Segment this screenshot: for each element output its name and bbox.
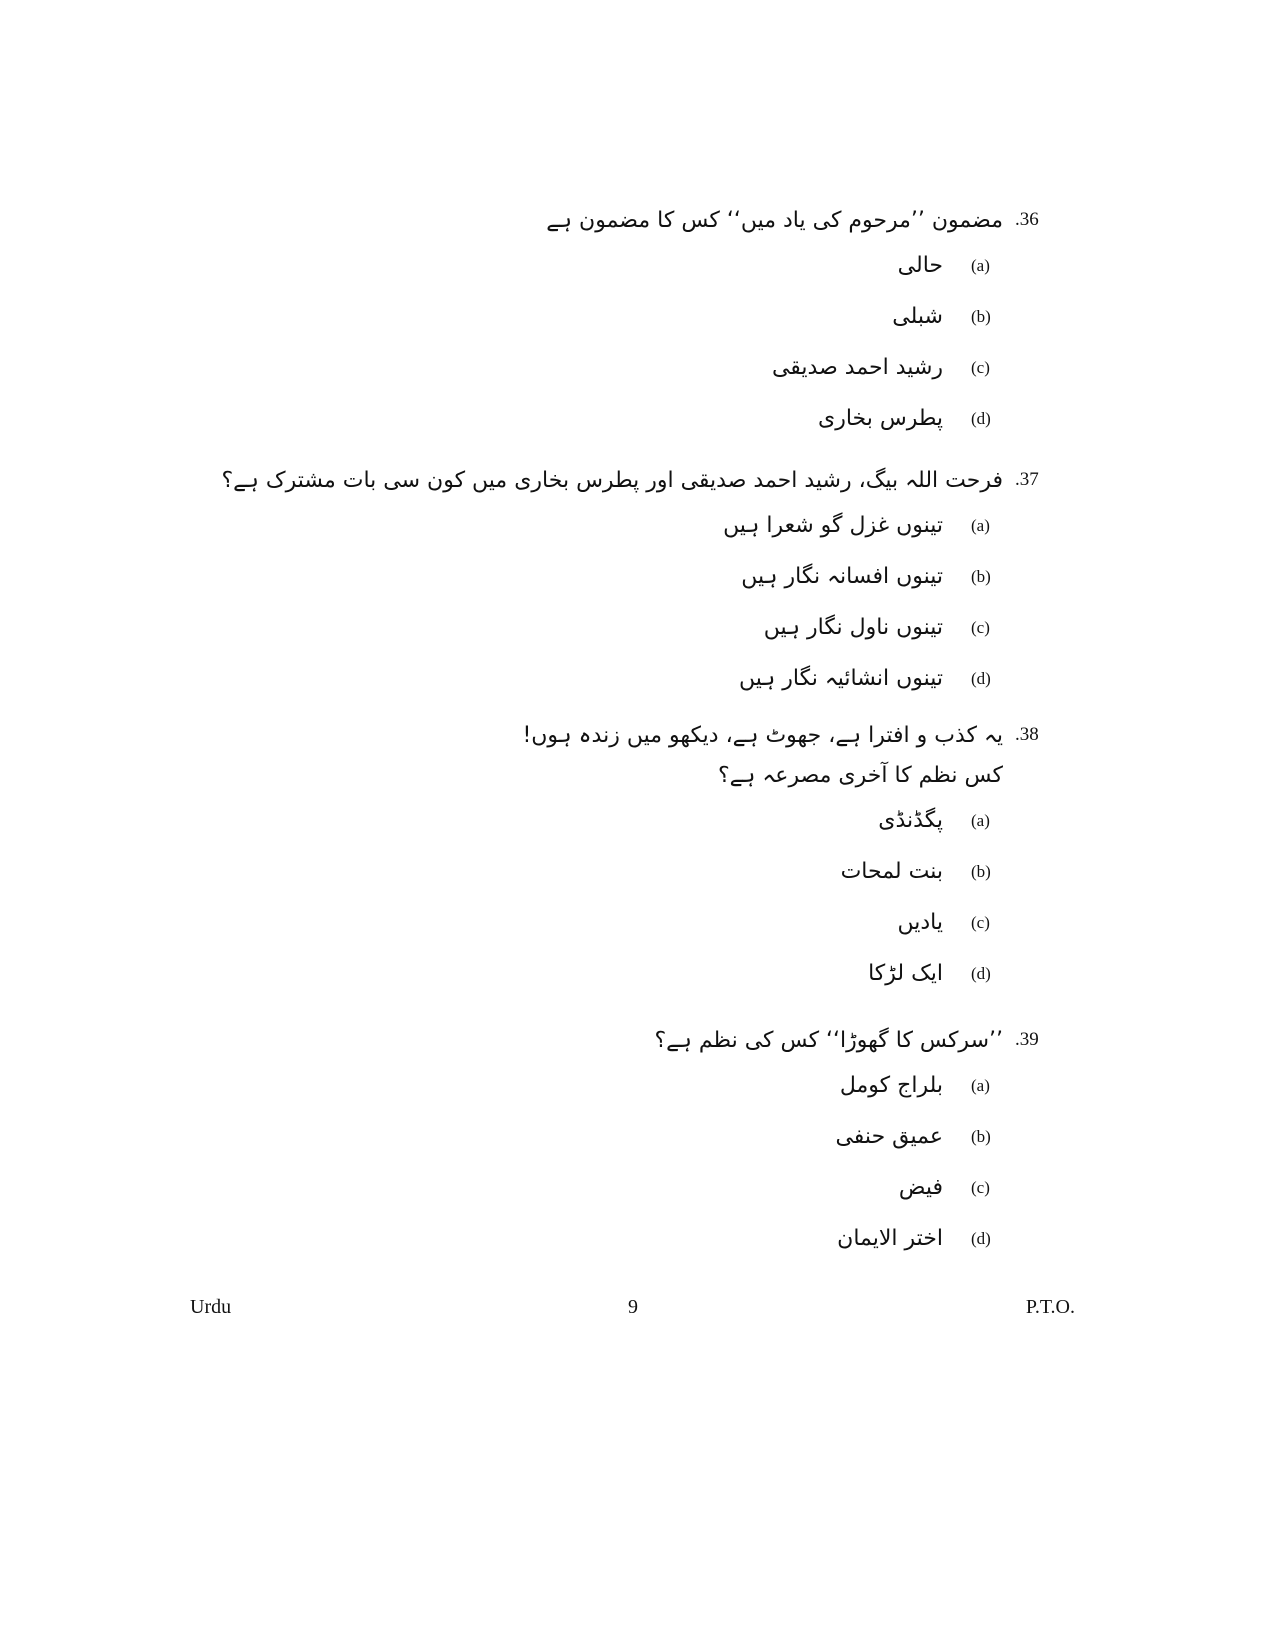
question-number: .38 [1015, 724, 1039, 745]
option-text: یادیں [897, 910, 943, 935]
option-text: پطرس بخاری [817, 406, 943, 431]
option-b [175, 551, 1075, 602]
footer-subject: Urdu [190, 1296, 232, 1318]
question-number: .36 [1015, 209, 1039, 230]
option-text: بلراج کومل [839, 1073, 943, 1098]
question-stem [175, 1020, 1075, 1060]
option-text: تینوں انشائیہ نگار ہیں [739, 666, 943, 691]
option-text: تینوں افسانہ نگار ہیں [741, 564, 943, 589]
option-text: عمیق حنفی [835, 1124, 943, 1149]
option-label: (c) [971, 1177, 990, 1197]
option-text: ایک لڑکا [868, 961, 943, 986]
option-b [175, 291, 1075, 342]
option-d [175, 1213, 1075, 1264]
question-text: یہ کذب و افترا ہے، جھوٹ ہے، دیکھو میں زندہ ہوں! [522, 722, 1003, 748]
option-text: اختر الایمان [837, 1226, 943, 1251]
option-label: (d) [971, 963, 991, 983]
option-label: (b) [971, 1126, 991, 1146]
question-stem [175, 460, 1075, 500]
question-number: .39 [1015, 1029, 1039, 1050]
option-b [175, 1111, 1075, 1162]
question-text: فرحت اللہ بیگ، رشید احمد صدیقی اور پطرس بخاری میں کون سی بات مشترک ہے؟ [221, 467, 1003, 493]
option-d [175, 393, 1075, 444]
option-d [175, 653, 1075, 704]
option-text: فیض [898, 1175, 943, 1200]
question-39 [175, 1020, 1075, 1264]
option-text: حالی [897, 253, 943, 278]
question-38 [175, 715, 1075, 999]
question-36 [175, 200, 1075, 444]
option-label: (a) [971, 255, 990, 275]
option-label: (d) [971, 668, 991, 688]
option-text: رشید احمد صدیقی [771, 355, 943, 380]
option-label: (a) [971, 1075, 990, 1095]
option-label: (c) [971, 912, 990, 932]
option-label: (a) [971, 515, 990, 535]
option-text: پگڈنڈی [878, 808, 943, 833]
option-a [175, 240, 1075, 291]
question-text: مضمون ’’مرحوم کی یاد میں‘‘ کس کا مضمون ہے [546, 207, 1003, 233]
option-label: (b) [971, 566, 991, 586]
question-text: ’’سرکس کا گھوڑا‘‘ کس کی نظم ہے؟ [654, 1027, 1003, 1053]
option-a [175, 1060, 1075, 1111]
option-text: تینوں غزل گو شعرا ہیں [723, 513, 943, 538]
question-text: کس نظم کا آخری مصرعہ ہے؟ [717, 762, 1003, 788]
option-label: (b) [971, 861, 991, 881]
question-stem-line-2 [175, 755, 1075, 795]
question-37 [175, 460, 1075, 704]
option-label: (d) [971, 408, 991, 428]
option-c [175, 602, 1075, 653]
footer-pto: P.T.O. [1025, 1296, 1075, 1318]
option-a [175, 795, 1075, 846]
option-label: (a) [971, 810, 990, 830]
option-a [175, 500, 1075, 551]
footer-page-number: 9 [628, 1296, 638, 1318]
option-text: شبلی [892, 304, 943, 329]
option-label: (c) [971, 357, 990, 377]
question-stem [175, 200, 1075, 240]
option-c [175, 1162, 1075, 1213]
option-label: (d) [971, 1228, 991, 1248]
option-c [175, 342, 1075, 393]
option-c [175, 897, 1075, 948]
option-text: تینوں ناول نگار ہیں [763, 615, 943, 640]
option-text: بنت لمحات [840, 859, 943, 884]
question-number: .37 [1015, 469, 1039, 490]
option-label: (b) [971, 306, 991, 326]
question-stem [175, 715, 1075, 755]
option-b [175, 846, 1075, 897]
option-d [175, 948, 1075, 999]
option-label: (c) [971, 617, 990, 637]
